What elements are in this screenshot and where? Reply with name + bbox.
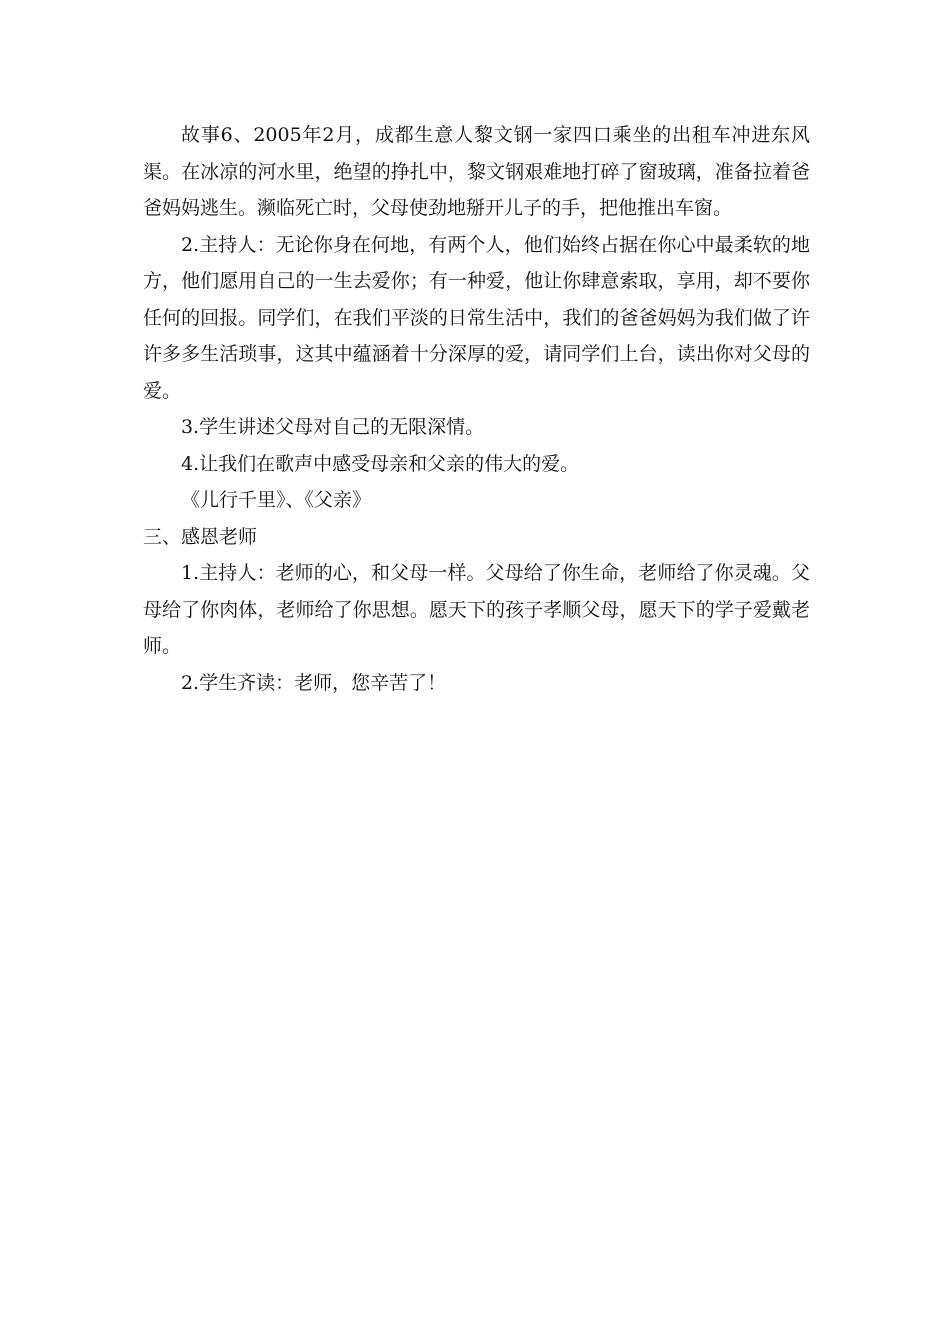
song-titles-paragraph: 《儿行千里》、《父亲》: [181, 489, 372, 511]
song-intro-paragraph: 4.让我们在歌声中感受母亲和父亲的伟大的爱。: [181, 452, 580, 475]
student-story-paragraph: 3.学生讲述父母对自己的无限深情。: [181, 416, 485, 438]
teacher-host-paragraph: 1.主持人：老师的心，和父母一样。父母给了你生命，老师给了你灵魂。父母给了你肉体，老师给了你思想。愿天下的孩子孝顺父母，愿天下的学子爱戴老师。: [143, 562, 810, 657]
story-6-paragraph: 故事6、2005年2月，成都生意人黎文钢一家四口乘坐的出租车冲进东风渠。在冰凉的河水里，绝望的挣扎中，黎文钢艰难地打碎了窗玻璃，准备拉着爸爸妈妈逃生。濒临死亡时，父母使劲地掰开儿子的手，把他推出车窗。: [143, 124, 810, 219]
host-intro-paragraph: 2.主持人：无论你身在何地，有两个人，他们始终占据在你心中最柔软的地方，他们愿用自己的一生去爱你；有一种爱，他让你肆意索取，享用，却不要你任何的回报。同学们，在我们平淡的日常生活中，我们的爸爸妈妈为我们做了许许多多生活琐事，这其中蕴涵着十分深厚的爱，请同学们上台，读出你对父母的爱。: [143, 233, 810, 402]
document-body: [143, 117, 810, 701]
section-heading-thank-teachers: 三、感恩老师: [143, 525, 258, 548]
teacher-read-paragraph: 2.学生齐读：老师，您辛苦了！: [181, 671, 447, 694]
